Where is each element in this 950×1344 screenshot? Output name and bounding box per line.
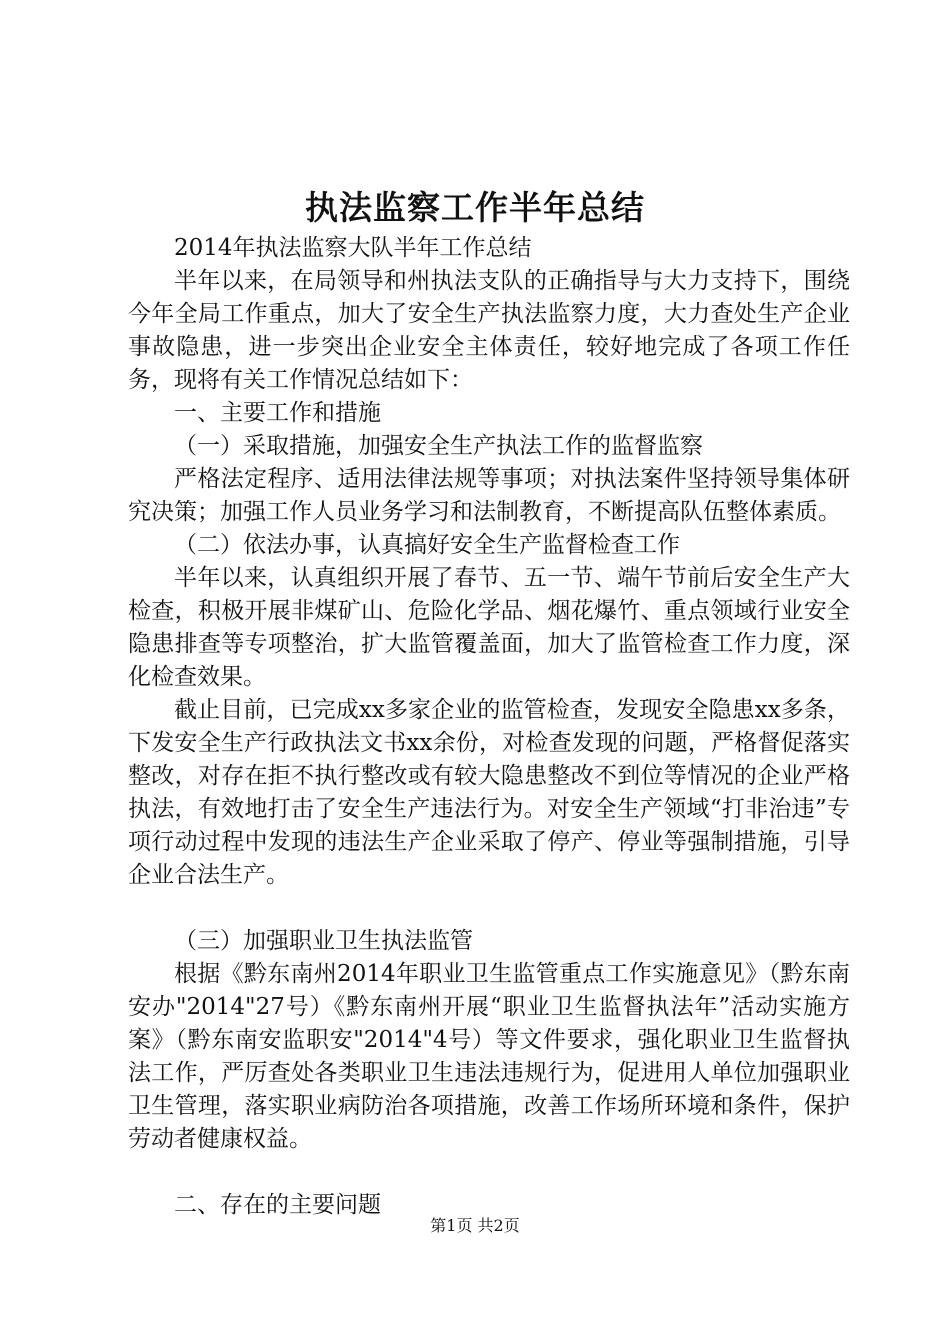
page-footer: 第1页 共2页 [430,1216,520,1235]
body-paragraph-1: 严格法定程序、适用法律法规等事项；对执法案件坚持领导集体研究决策；加强工作人员业务学习和法制教育，不断提高队伍整体素质。 [128,466,850,525]
subtitle-paragraph: 2014年执法监察大队半年工作总结 [174,235,532,261]
subsection-heading-2: （二）依法办事，认真搞好安全生产监督检查工作 [174,532,680,558]
document-body [128,232,850,1222]
body-paragraph-4: 根据《黔东南州2014年职业卫生监管重点工作实施意见》（黔东南安办"2014"27号）《黔东南州开展“职业卫生监督执法年”活动实施方案》（黔东南安监职安"2014"4号）等文件要求，强化职业卫生监督执法工作，严厉查处各类职业卫生违法违规行为，促进用人单位加强职业卫生管理，落实职业病防治各项措施，改善工作场所环境和条件，保护劳动者健康权益。 [128,961,850,1152]
page-title: 执法监察工作半年总结 [305,188,645,227]
body-paragraph-2: 半年以来，认真组织开展了春节、五一节、端午节前后安全生产大检查，积极开展非煤矿山、危险化学品、烟花爆竹、重点领域行业安全隐患排查等专项整治，扩大监管覆盖面，加大了监管检查工作力度，深化检查效果。 [128,565,850,690]
subsection-heading-3: （三）加强职业卫生执法监管 [174,928,473,954]
body-paragraph-3: 截止目前，已完成xx多家企业的监管检查，发现安全隐患xx多条，下发安全生产行政执法文书xx余份，对检查发现的问题，严格督促落实整改，对存在拒不执行整改或有较大隐患整改不到位等情况的企业严格执法，有效地打击了安全生产违法行为。对安全生产领域“打非治违”专项行动过程中发现的违法生产企业采取了停产、停业等强制措施，引导企业合法生产。 [128,697,850,888]
section-heading-1: 一、主要工作和措施 [174,400,381,426]
section-heading-2: 二、存在的主要问题 [174,1192,381,1218]
intro-paragraph: 半年以来，在局领导和州执法支队的正确指导与大力支持下，围绕今年全局工作重点，加大了安全生产执法监察力度，大力查处生产企业事故隐患，进一步突出企业安全主体责任，较好地完成了各项工作任务，现将有关工作情况总结如下： [128,268,850,393]
subsection-heading-1: （一）采取措施，加强安全生产执法工作的监督监察 [174,433,703,459]
